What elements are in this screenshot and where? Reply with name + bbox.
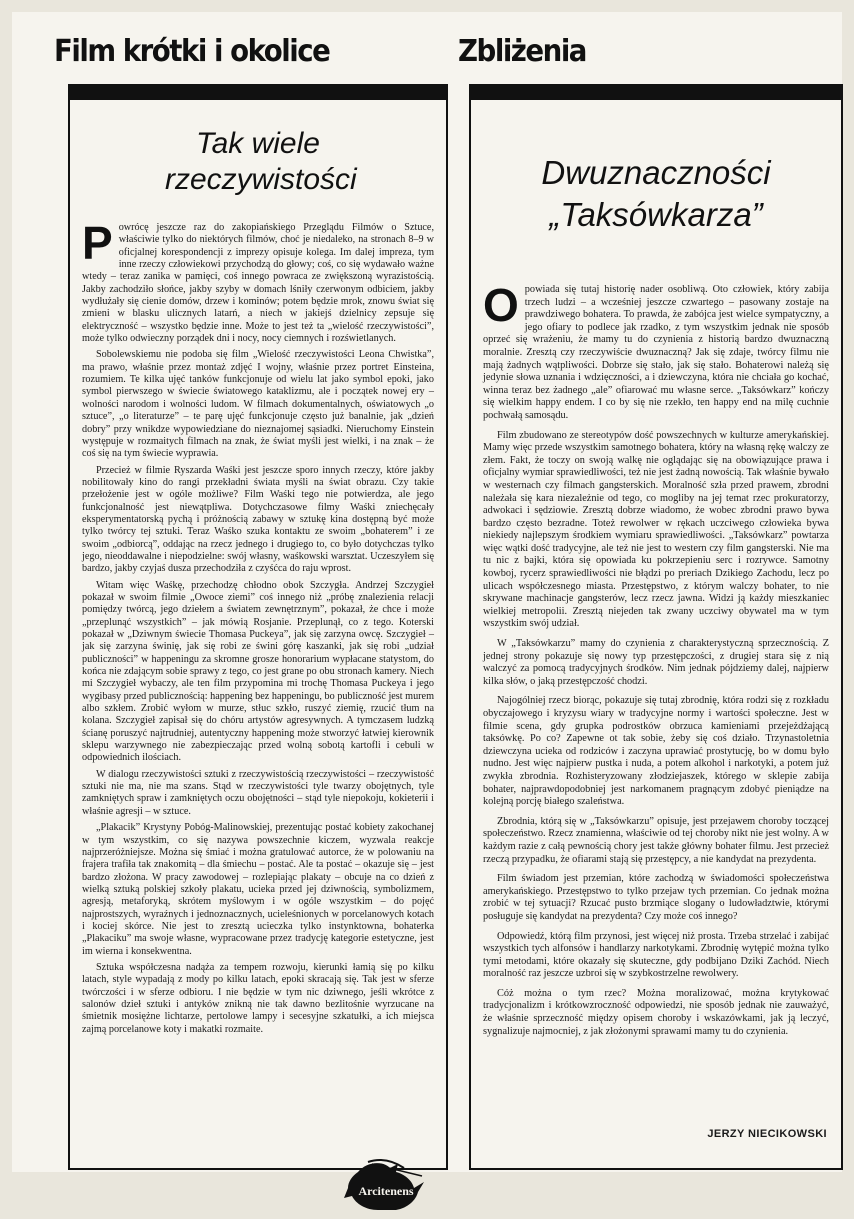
dropcap: P: [82, 217, 113, 269]
right-article: [469, 84, 843, 1170]
section-title-right: Zbliżenia: [458, 34, 586, 69]
paragraph: Zbrodnia, którą się w „Taksówkarzu” opisuje, jest przejawem choroby toczącej społeczeństwo. Rzecz znamienna, właściwie od tej choroby nikt nie jest wolny. A w każdym razie z całą pewnością chory jest także główny bohater filmu. Jest przecież rzeczą przypadku, że ofiarami stają się przestępcy, a nie kandydat na prezydenta.: [483, 815, 829, 865]
paragraph: Witam więc Waśkę, przechodzę chłodno obok Szczygła. Andrzej Szczygieł pokazał w swoim filmie „Owoce ziemi” coś innego niż „próbę znalezienia relacji pomiędzy twórcą, jego dziełem a światem zewnętrznym”, pokazał, że chce i może „przeplunąć wszystkich” – jak mówią Rosjanie. Przeplunął, co z tego. Koterski pokazał w „Dziwnym świecie Thomasa Puckeya”, jak się zarzyna owcę. Szczygieł – jak się zarzyna świnię, jak się robi ze świni górę kaszanki, jak się robi „udział publiczności” w happeningu za skromne grosze honorarium wypłacane statystom, do końca nie zdającym sobie sprawy z tego, co jest grane po obu stronach kamery. Niech mi Szczygieł wybaczy, ale ten film przypomina mi trochę Thomasa Puckeya i jego wygibasy przed publicznością: happening bez happeningu, bo publiczność jest murem albo szkłem. Zrobić wyłom w murze, stłuc szkło, ruszyć ziemię, rzucić tłum na kolana. Szczygieł zapisał się do chóru artystów agresywnych. A tymczasem ludzką ścianę poruszyć najtrudniej, autentyczny happening może stworzyć łatwiej kierownik sklepu warzywnego nie zabezpieczając przed wolną sobotą kartofli i cebuli w odpowiednich ilościach.: [82, 579, 434, 764]
article-body: [483, 279, 829, 1045]
article-headline: [471, 152, 841, 236]
left-article: [68, 84, 448, 1198]
paragraph: W dialogu rzeczywistości sztuki z rzeczywistością rzeczywistości – rzeczywistość sztuki nie ma, nie ma szans. Stąd w rzeczywistości tyle twarzy obojętnych, tyle zamkniętych spraw i zamkniętych oczu obojętności – stąd tyle niepokoju, kokieterii i właśnie agresji – w sztuce.: [82, 768, 434, 817]
magazine-page: [12, 12, 842, 1198]
article-body: [82, 217, 434, 1040]
dropcap: O: [483, 279, 519, 331]
header-rule: [70, 86, 446, 100]
paragraph: Opowiada się tutaj historię nader osobliwą. Oto człowiek, który zabija trzech ludzi – a wcześniej jeszcze czwartego – pasowany zostaje na prawdziwego bohatera. To prawda, że zabójca jest wielce sympatyczny, a jego ofiary to podlece jak rzadko, z tym wszystkim jednak nie sposób oprzeć się wrażeniu, że mamy tu do czynienia z historią bardzo dwuznaczną moralnie. Zresztą czy rzeczywiście dwuznaczną? Jak się zdaje, twórcy filmu nie mają żadnych wątpliwości. Dobrze się stało, jak się stało. Bohaterowi należą się jedynie słowa uznania i wdzięczności, a i dziewczyna, która nie chciała go kochać, winna teraz bez żadnego „ale” ofiarować mu własne serce. „Taksówkarz” kończy się wielkim happy endem. I co by się nie rzekło, ten happy end na milę cuchnie pochwałą samosądu.: [483, 279, 829, 421]
paragraph: Powrócę jeszcze raz do zakopiańskiego Przeglądu Filmów o Sztuce, właściwie tylko do niektórych filmów, choć je niedaleko, na stronach 8–9 w oficjalnej korespondencji z imprezy opisuje kolega. Im dalej impreza, tym inne rzeczy człowiekowi przychodzą do głowy; coś, co się wydawało ważne wtedy – teraz zanika w pamięci, coś innego powraca ze zwiększoną wyrazistością. Jakby zachodziło słońce, jakby szyby w domach lśniły czerwonym odbiciem, jakby wydłużały się cienie domów, drzew i kominów; potem będzie mrok, znowu świat się zmieni w blasku ulicznych latarń, a niech w jakiejś dzielnicy zepsuje się elektryczność – wszystko będzie inne. Może to jest też ta „wielość rzeczywistości”, może tylko odwieczny porządek dni i nocy, nocy ciemnych i rozświetlanych.: [82, 217, 434, 345]
logo-text: Arcitenens: [358, 1184, 414, 1198]
paragraph: Sztuka współczesna nadąża za tempem rozwoju, kierunki łamią się po kilku latach, style wypadają z mody po kilku latach, epoki skracają się. Tak jest w sferze twórczości i w sferze odbioru. I nie będzie w tym nic dziwnego, jeśli wkrótce z salonów dzieł sztuki i antyków znikną nie tak dawno bezlitośnie wyrzucane na śmietnik mosiężne lichtarze, pertolowe lampy i secesyjne szkatułki, a ich miejsca zajmą porcelanowe koty i makatki rozmaite.: [82, 961, 434, 1035]
paragraph: Najogólniej rzecz biorąc, pokazuje się tutaj zbrodnię, która rodzi się z rozkładu obyczajowego i kryzysu wiary w tradycyjne normy i wartości społeczne. Jest w filmie scena, gdy grupka podrostków obrzuca kamieniami przejeżdżającą taksówkę. Po co? Zapewne ot tak sobie, żeby się coś działo. Trzynastoletnia dziewczyna ucieka od rodziców i zaczyna uprawiać prostytucję, bo w domu było nudno. Jest więc najpierw pustka i nuda, a potem alkohol i narkotyki, a potem już zwykła zbrodnia. Rozhisteryzowany złodziejaszek, którego w sklepie zabija bohater, najprawdopodobniej jest narkomanem pragnącym zdobyć pieniądze na kolejną porcję białego szaleństwa.: [483, 695, 829, 808]
author-signature: JERZY NIECIKOWSKI: [707, 1128, 827, 1140]
article-headline: Tak wiele rzeczywistości: [165, 127, 357, 196]
section-title-left: Film krótki i okolice: [54, 34, 330, 69]
paragraph: Film zbudowano ze stereotypów dość powszechnych w kulturze amerykańskiej. Mamy więc przede wszystkim samotnego bohatera, który na własną rękę walczy ze złem. Fakt, że toczy on swoją walkę nie oglądając się na obowiązujące prawa i oficjalny wymiar sprawiedliwości, też nie jest żadną nowością. Tak właśnie bywało w westernach czy filmach gangsterskich. Moralność szła przed prawem, zbrodni należała się kara niezależnie od tego, co mogliby na jej temat rzec prokuratorzy, adwokaci i sędziowie. Zresztą dobrze wiadomo, że wobec zbrodni prawo bywa bardzo często bezradne. Toteż rewolwer w rękach uczciwego człowieka bywa niekiedy najlepszym środkiem wymiaru sprawiedliwości. „Taksówkarz” powtarza więc wątki dość tradycyjne, ale też nie jest to western czy film gangsterski. Nie ma tu nic z bajki, która się opowiada ku pokrzepieniu serc i rozrywce. Samotny kowboj, rycerz sprawiedliwości nie błądzi po preriach Dzikiego Zachodu, lecz po ulicach współczesnego miasta. Przestępstwo, z którym walczy bohater, to nie skrywane machinacje gangsterów, lecz rzecz jawna. Widzi ją każdy mieszkaniec wielkiej metropolii. Zresztą niejeden tak zwany uczciwy obywatel ma w tym wszystkim swój udział.: [483, 429, 829, 630]
paragraph: Cóż można o tym rzec? Można moralizować, można krytykować tradycjonalizm i krótkowzroczność odpowiedzi, nie sposób jednak nie zauważyć, że właśnie sprzeczność między opisem choroby i wskazówkami, jak ją leczyć, sygnalizuje najmocniej, z jak złożonymi sprawami mamy tu do czynienia.: [483, 987, 829, 1037]
arcitenens-logo: [338, 1158, 434, 1214]
paragraph: Odpowiedź, którą film przynosi, jest więcej niż prosta. Trzeba strzelać i zabijać wszystkich tych alfonsów i handlarzy narkotykami. Zbrodnię wytępić można tylko tymi metodami, które okazały się skuteczne, gdy podbijano Dziki Zachód. Niech moralność raz jeszcze uzbroi się w szybkostrzelne rewolwery.: [483, 930, 829, 980]
paragraph: Film świadom jest przemian, które zachodzą w świadomości społeczeństwa amerykańskiego. Przestępstwo to tylko przejaw tych przemian. Co jednak można zrobić w tej sytuacji? Rzucać pusto brzmiące slogany o ludowładztwie, którymi posługuje się kandydat na prezydenta? Czy może coś innego?: [483, 873, 829, 922]
headline-line: Dwuznaczności: [541, 154, 771, 191]
paragraph: W „Taksówkarzu” mamy do czynienia z charakterystyczną sprzecznością. Z jednej strony pokazuje się nowy typ przestępczości, z drugiej stara się z nią walczyć za pomocą tradycyjnych środków. Nim jednak pójdziemy dalej, najpierw kilka słów, o jaką przestępczość chodzi.: [483, 638, 829, 687]
header-rule: [471, 86, 841, 100]
headline-line: „Taksówkarza”: [549, 196, 763, 233]
paragraph: Sobolewskiemu nie podoba się film „Wielość rzeczywistości Leona Chwistka”, ma prawo, właśnie przez montaż zdjęć I wojny, właśnie przez portret Einsteina, rozumiem. Te kilka ujęć tanków funkcjonuje od wielu lat jako symbol epoki, jako symbol pierwszego w świecie światowego kataklizmu, ale i początek nowej ery – wolności narodom i wolności ludom. W filmach dokumentalnych, oświatowych „o sztuce”, „o literaturze” – te parę ujęć funkcjonuje często już banalnie, jak „dzień dobry” przy wnikdze wypowiedziane do nieznajomej sąsiadki. Nieruchomy Einstein występuje w rozmaitych filmach na znak, że świat myśli jest wielki, i na znak – że coś się na tym świecie wyprawia.: [82, 349, 434, 460]
paragraph: Przecież w filmie Ryszarda Waśki jest jeszcze sporo innych rzeczy, które jakby nobilitowały kino do rangi przekładni świata myśli na świat obrazu. Czy takie przełożenie jest w ogóle możliwe? Film Waśki tego nie potwierdza, ale jego funkcjonalność jest niewątpliwa. Dotychczasowe filmy Waśki zniechęcały eksperymentatorską pychą i próżnością zabawy w sztukę kina dostępną być może tylko twórcy tej sztuki. Teraz Waśko szuka kontaktu ze swoim „bohaterem” i ze swoim „odbiorcą”, oddając na rzecz jednego i drugiego to, co było dotychczas tylko jego, nieoddawalne i niepodzielne: swój własny, waśkowski warsztat. Uczeszyłem się bardzo, jakby czyjaś dusza przechodziła z czyśćca do raju wprost.: [82, 464, 434, 575]
paragraph: „Plakacik” Krystyny Pobóg-Malinowskiej, prezentując postać kobiety zakochanej w tym wszystkim, co się nazywa powszechnie kiczem, wyzwala reakcje najprzeróżniejsze. Można się śmiać i można gratulować autorce, że w polowaniu na frajera trafiła tak znakomitą – dla śmiechu – postać. Ale ta postać – okazuje się – jest bardzo złożona. W pracy zawodowej – rozlepiając plakaty – obcuje na co dzień z wielką sztuką polskiej szkoły plakatu, ucieka przed jej dziwnością, symbolizmem, agresją, metaforyką, skrótem myślowym i w ogóle wszystkim – do pojęć najprostszych, wyraźnych i jednoznacznych, ucieleśnionych w porcelanowych kotach i kociej skórce. Nie jest to zresztą ucieczka tylko instynktowna, bohaterka „Plakaciku” ma swoje własne, wypracowane przez tradycję kategorie estetyczne, jest im wierna i konsekwentna.: [82, 822, 434, 957]
